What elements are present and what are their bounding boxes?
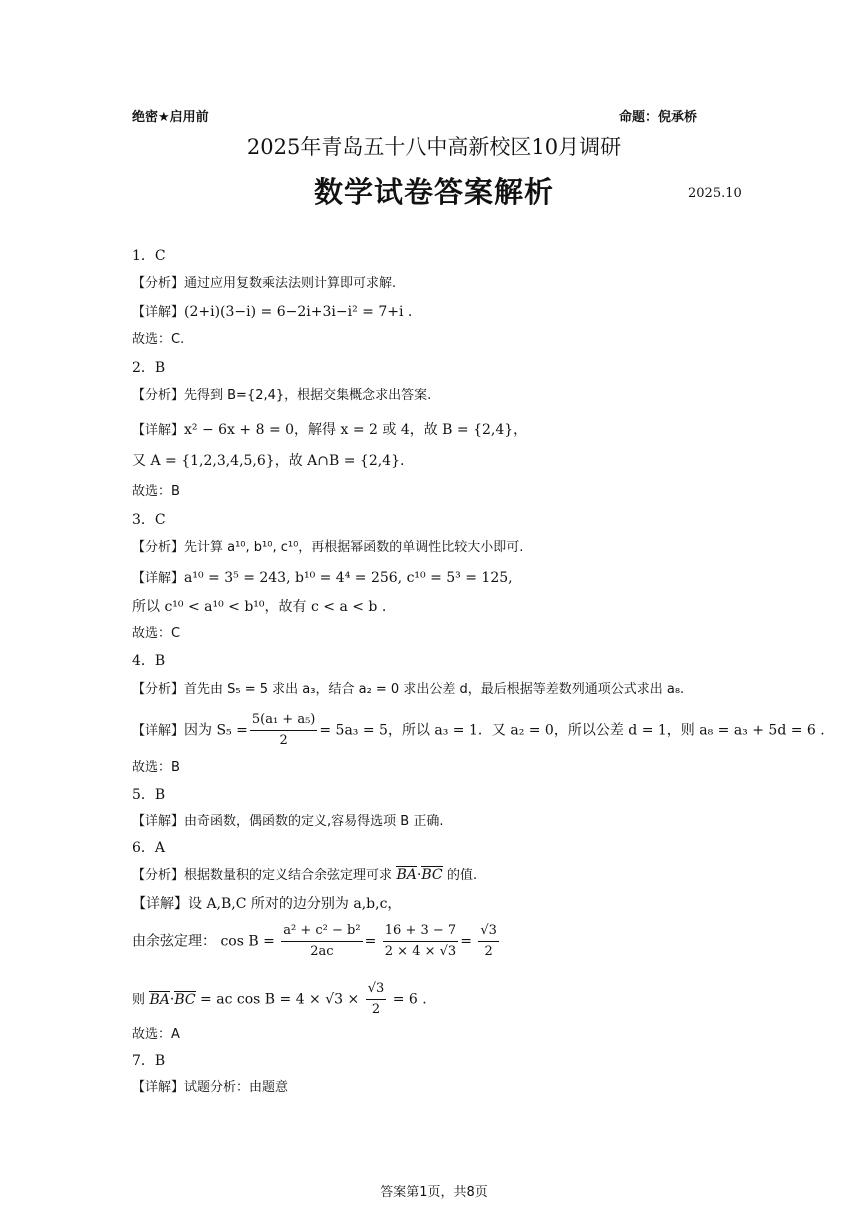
q6-dot-product: 则 BA·BC = ac cos B = 4 × √3 × $\frac{√3}{2}$ = 6 .	[132, 981, 427, 1017]
secrecy-label: 绝密★启用前	[132, 110, 209, 125]
q6-analysis-post: 的值.	[447, 868, 478, 883]
q6-cos-pre: 由余弦定理： cos B =	[132, 933, 275, 950]
author-label: 命题：倪承桥	[619, 110, 698, 125]
q6-cos-fraction-3	[478, 922, 499, 961]
q6-cos-fraction-1	[281, 922, 362, 961]
q4-fraction	[250, 711, 318, 750]
school-title: 2025年青岛五十八中高新校区10月调研	[246, 135, 622, 159]
detail-label: 【详解】	[132, 305, 185, 320]
vector-bc: BC	[174, 991, 196, 1008]
q3-choose: 故选：C	[132, 626, 181, 641]
q2-answer: 2．B	[132, 360, 166, 376]
detail-label: 【详解】	[132, 423, 185, 438]
q7-answer: 7．B	[132, 1053, 166, 1069]
q1-analysis: 【分析】通过应用复数乘法法则计算即可求解.	[132, 276, 397, 291]
q3-detail	[132, 569, 513, 588]
page-footer: 答案第1页，共8页	[380, 1185, 488, 1200]
fraction-denominator: 2	[484, 944, 493, 959]
q4-detail	[132, 711, 825, 750]
exam-date: 2025.10	[688, 186, 742, 201]
q1-detail	[132, 303, 412, 322]
q6-answer: 6．A	[132, 840, 166, 856]
q6-analysis-pre: 【分析】根据数量积的定义结合余弦定理可求	[132, 868, 393, 883]
q1-choose: 故选：C.	[132, 332, 185, 347]
q4-detail-pre: 因为 S₅ =	[184, 722, 248, 739]
q3-analysis: 【分析】先计算 a¹⁰, b¹⁰, c¹⁰，再根据幂函数的单调性比较大小即可.	[132, 540, 524, 555]
q6-dot-mid: = ac cos B = 4 × √3 ×	[200, 991, 360, 1008]
q2-detail-line2: 又 A = {1,2,3,4,5,6}，故 A∩B = {2,4}.	[132, 453, 405, 469]
fraction-numerator: √3	[366, 980, 387, 1000]
q5-answer: 5．B	[132, 787, 166, 803]
q6-choose: 故选：A	[132, 1027, 180, 1042]
q6-dot-post: = 6 .	[392, 991, 427, 1008]
q4-choose: 故选：B	[132, 760, 180, 775]
detail-label: 【详解】	[132, 723, 185, 739]
q4-answer: 4．B	[132, 653, 166, 669]
fraction-denominator: 2 × 4 × √3	[384, 944, 457, 959]
q6-cos-fraction-2	[383, 922, 458, 961]
fraction-denominator: 2ac	[310, 944, 334, 959]
q4-fraction-denominator: 2	[279, 733, 288, 748]
fraction-numerator: √3	[478, 922, 499, 942]
detail-label: 【详解】	[132, 571, 185, 586]
q4-analysis: 【分析】首先由 S₅ = 5 求出 a₃，结合 a₂ = 0 求出公差 d，最后根据等差数列通项公式求出 a₈.	[132, 682, 685, 697]
q6-dot-fraction	[366, 980, 387, 1019]
q4-detail-post: = 5a₃ = 5，所以 a₃ = 1．又 a₂ = 0，所以公差 d = 1，则 a₈ = a₃ + 5d = 6 .	[319, 722, 825, 739]
q2-choose: 故选：B	[132, 484, 180, 499]
q2-detail	[132, 421, 527, 440]
q7-detail: 【详解】试题分析：由题意	[132, 1080, 289, 1095]
q6-detail: 【详解】设 A,B,C 所对的边分别为 a,b,c，	[132, 896, 402, 912]
page-title: 数学试卷答案解析	[313, 175, 554, 209]
q3-answer: 3．C	[132, 512, 166, 528]
fraction-denominator: 2	[371, 1002, 381, 1017]
q4-fraction-numerator: 5(a₁ + a₅)	[250, 711, 318, 731]
q6-dot-pre: 则	[132, 992, 146, 1008]
vector-ba: BA	[396, 867, 417, 883]
q3-detail-math: a¹⁰ = 3⁵ = 243, b¹⁰ = 4⁴ = 256, c¹⁰ = 5³ = 125,	[184, 570, 513, 586]
q6-analysis: 【分析】根据数量积的定义结合余弦定理可求 BA·BC 的值.	[132, 867, 478, 883]
q5-detail: 【详解】由奇函数，偶函数的定义,容易得选项 B 正确.	[132, 814, 444, 829]
q2-detail-math: x² − 6x + 8 = 0，解得 x = 2 或 4，故 B = {2,4}，	[184, 422, 528, 438]
fraction-numerator: a² + c² − b²	[281, 922, 362, 942]
vector-ba: BA	[149, 991, 170, 1008]
q6-cosine-rule: 由余弦定理： cos B = $\frac{\text{a² + c² − b²}}{2ac}$ = $\frac{16 + 3 - 7}{2 \times 4 \times √3}$ = $\frac{√3}{2}$	[132, 923, 497, 959]
vector-bc: BC	[421, 867, 443, 883]
q2-analysis: 【分析】先得到 B={2,4}，根据交集概念求出答案.	[132, 388, 432, 403]
q3-detail-line2: 所以 c¹⁰ < a¹⁰ < b¹⁰，故有 c < a < b .	[132, 599, 387, 615]
q1-answer: 1．C	[132, 248, 166, 264]
q1-detail-math: (2+i)(3−i) = 6−2i+3i−i² = 7+i .	[184, 304, 413, 320]
fraction-numerator: 16 + 3 − 7	[383, 922, 458, 942]
